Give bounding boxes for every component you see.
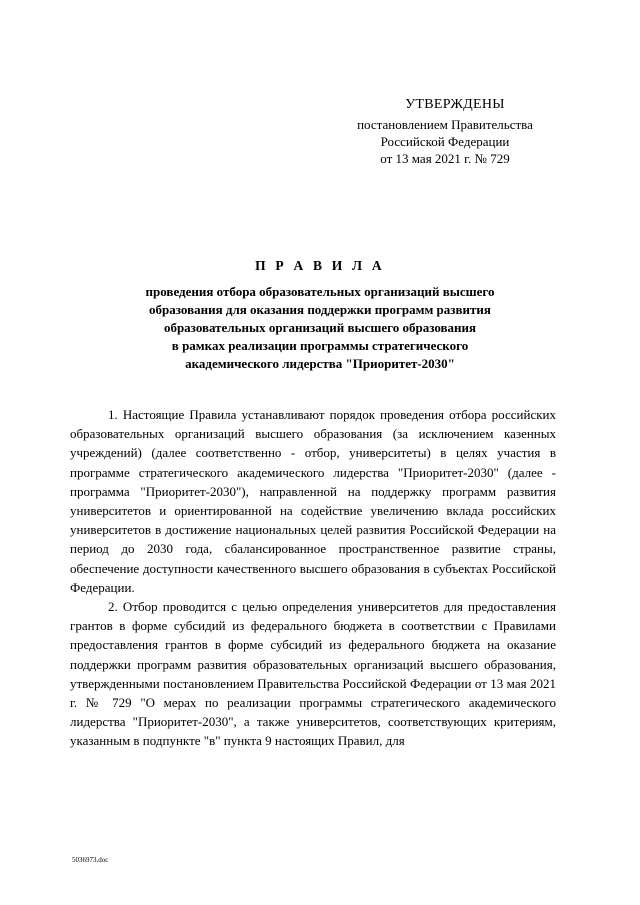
approval-block — [330, 96, 560, 167]
document-subtitle — [80, 283, 560, 373]
subtitle-line: академического лидерства "Приоритет-2030" — [185, 356, 455, 371]
paragraph-1: 1. Настоящие Правила устанавливают порядок проведения отбора российских образовательных организаций высшего образования (за исключением казенных учреждений) (далее соответственно - отбор, университеты) в целях участия в программе стратегического академического лидерства "Приоритет-2030" (далее - программа "Приоритет-2030"), направленной на поддержку программ развития университетов и ориентированной на содействие увеличению вклада российских университетов в достижение национальных целей развития Российской Федерации на период до 2030 года, сбалансированное пространственное развитие страны, обеспечение доступности качественного высшего образования в субъектах Российской Федерации. — [70, 407, 556, 595]
subtitle-line: образования для оказания поддержки программ развития — [149, 302, 491, 317]
document-title: П Р А В И Л А — [255, 258, 385, 273]
footer-filename: 5036973.doc — [72, 856, 109, 864]
subtitle-line: образовательных организаций высшего образования — [163, 320, 477, 335]
approval-line-1: постановлением Правительства — [357, 117, 533, 132]
approval-line-2: Российской Федерации — [380, 134, 510, 149]
approval-stamp: УТВЕРЖДЕНЫ — [405, 97, 505, 112]
subtitle-line: проведения отбора образовательных организаций высшего — [145, 284, 495, 299]
subtitle-line: в рамках реализации программы стратегического — [171, 338, 469, 353]
approval-line-3: от 13 мая 2021 г. № 729 — [380, 151, 510, 166]
document-body — [70, 405, 556, 751]
paragraph-2: 2. Отбор проводится с целью определения университетов для предоставления грантов в форме субсидий из федерального бюджета в соответствии с Правилами предоставления грантов в форме субсидий из федерального бюджета на оказание поддержки программ развития образовательных организаций высшего образования, утвержденными постановлением Правительства Российской Федерации от 13 мая 2021 г. № 729 "О мерах по реализации программы стратегического академического лидерства "Приоритет-2030", а также университетов, соответствующих критериям, указанным в подпункте "в" пункта 9 настоящих Правил, для — [70, 599, 556, 749]
